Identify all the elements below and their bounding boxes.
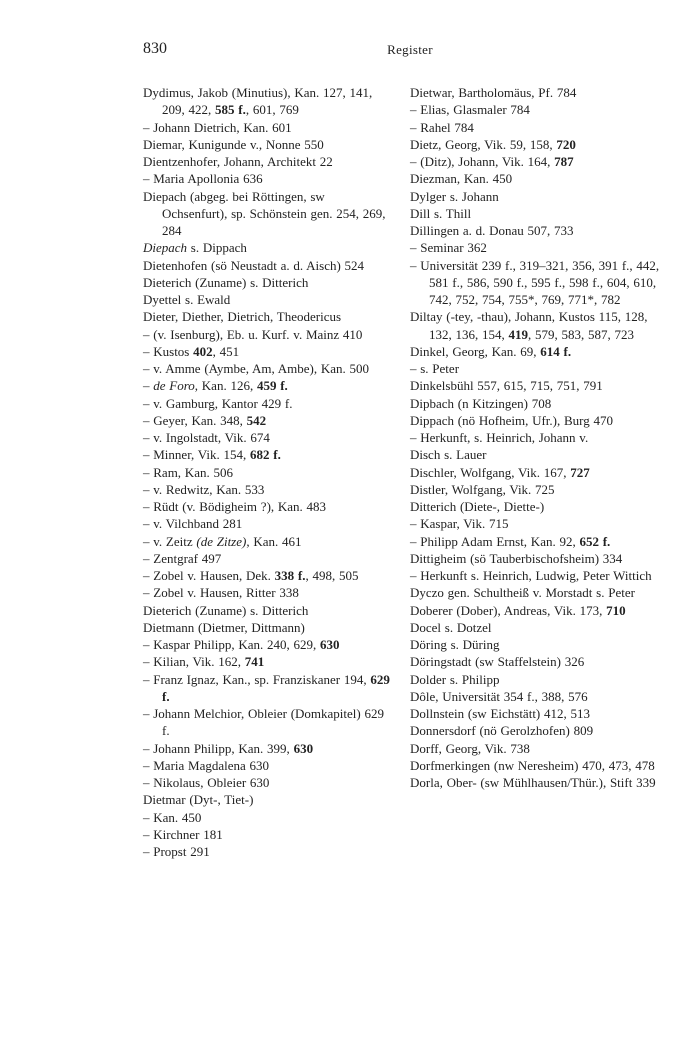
entry-text: – Universität 239 f., 319–321, 356, 391 f., 442, 581 f., 586, 590 f., 595 f., 598 f., 604, 610, 742, 752, 754, 755*, 769, 771*, 782 xyxy=(410,257,660,307)
entry-text: Diltay (-tey, -thau), Johann, Kustos 115, 128, 132, 136, 154, xyxy=(410,309,648,342)
bold-page-ref: 630 xyxy=(320,637,340,652)
index-entry xyxy=(410,446,660,463)
entry-text: , 498, 505 xyxy=(305,568,359,583)
entry-text: – Kaspar Philipp, Kan. 240, 629, xyxy=(143,637,321,652)
entry-text: Dylger s. Johann xyxy=(410,188,499,204)
bold-page-ref: 630 xyxy=(293,740,314,756)
bold-page-ref: 720 xyxy=(556,136,576,152)
index-entry xyxy=(410,653,660,670)
index-entry xyxy=(410,257,660,309)
index-entry xyxy=(410,705,660,722)
entry-text: – v. Zeitz xyxy=(143,533,197,549)
index-entry xyxy=(143,343,393,360)
entry-text: – Geyer, Kan. 348, xyxy=(143,412,247,428)
index-entry xyxy=(410,412,660,429)
index-entry xyxy=(410,84,660,101)
entry-text: – Zobel v. Hausen, Ritter 338 xyxy=(143,585,299,601)
index-entry xyxy=(143,188,393,240)
index-entry xyxy=(410,464,660,481)
index-entry xyxy=(143,239,393,256)
index-entry xyxy=(143,705,393,740)
index-entry xyxy=(143,395,393,412)
index-entry xyxy=(410,119,660,136)
index-entry xyxy=(143,653,393,670)
entry-text: Donnersdorf (nö Gerolzhofen) 809 xyxy=(410,723,594,739)
index-entry xyxy=(410,740,660,757)
entry-text: , 579, 583, 587, 723 xyxy=(528,326,634,342)
index-entry xyxy=(410,533,660,550)
entry-text: – Rüdt (v. Bödigheim ?), Kan. 483 xyxy=(143,499,327,514)
entry-text: – Kan. 450 xyxy=(143,809,202,825)
entry-text: – Maria Apollonia 636 xyxy=(143,171,263,187)
index-entry xyxy=(410,481,660,498)
index-entry xyxy=(410,688,660,705)
entry-text: Doberer (Dober), Andreas, Vik. 173, xyxy=(410,602,607,618)
index-entry xyxy=(410,205,660,222)
entry-text: Docel s. Dotzel xyxy=(410,619,492,635)
entry-text: – Rahel 784 xyxy=(410,119,474,135)
entry-text: – Kirchner 181 xyxy=(143,826,223,842)
index-entry xyxy=(410,395,660,412)
entry-text: – Zentgraf 497 xyxy=(143,550,222,566)
bold-page-ref: 787 xyxy=(554,154,574,169)
index-entry xyxy=(410,360,660,377)
index-entry xyxy=(410,774,660,791)
entry-text: Dientzenhofer, Johann, Architekt 22 xyxy=(143,154,333,169)
index-entry xyxy=(410,239,660,256)
entry-text: , 451 xyxy=(212,343,240,359)
index-entry xyxy=(410,498,660,515)
bold-page-ref: 727 xyxy=(570,464,590,480)
bold-page-ref: 402 xyxy=(193,343,213,359)
entry-text: Dischler, Wolfgang, Vik. 167, xyxy=(410,464,571,480)
italic-term: de Foro xyxy=(153,378,195,394)
bold-page-ref: 542 xyxy=(246,412,267,428)
entry-text: Dinkel, Georg, Kan. 69, xyxy=(410,343,541,359)
page-number: 830 xyxy=(143,40,167,57)
index-entry xyxy=(410,722,660,739)
entry-text: Dorla, Ober- (sw Mühlhausen/Thür.), Stift 339 xyxy=(410,775,656,790)
index-entry xyxy=(410,136,660,153)
index-entry xyxy=(143,515,393,532)
entry-text: – Zobel v. Hausen, Dek. xyxy=(143,568,275,583)
entry-text: – v. Vilchband 281 xyxy=(143,516,243,532)
index-entry xyxy=(143,464,393,481)
entry-text: , 601, 769 xyxy=(245,102,299,118)
index-entry xyxy=(143,274,393,291)
entry-text: – Maria Magdalena 630 xyxy=(143,757,270,773)
index-entry xyxy=(410,671,660,688)
index-entry xyxy=(143,498,393,515)
entry-text: Dietenhofen (sö Neustadt a. d. Aisch) 524 xyxy=(143,257,365,273)
index-entry xyxy=(143,567,393,584)
index-entry xyxy=(143,291,393,308)
entry-text: – Franz Ignaz, Kan., sp. Franziskaner 194, xyxy=(143,671,371,687)
page-header xyxy=(143,40,677,62)
entry-text: – Johann Melchior, Obleier (Domkapitel) 629 f. xyxy=(143,706,384,739)
entry-text: Diemar, Kunigunde v., Nonne 550 xyxy=(143,136,324,152)
entry-text: – Herkunft s. Heinrich, Ludwig, Peter Wittich xyxy=(410,568,652,583)
entry-text: Dieterich (Zuname) s. Ditterich xyxy=(143,274,309,290)
entry-text: Dolder s. Philipp xyxy=(410,671,500,687)
index-entry xyxy=(410,584,660,601)
index-entry xyxy=(410,377,660,394)
italic-term: (de Zitze) xyxy=(196,533,247,549)
entry-text: Dorff, Georg, Vik. 738 xyxy=(410,740,530,756)
index-entry xyxy=(143,481,393,498)
index-entry xyxy=(410,757,660,774)
entry-text: Döringstadt (sw Staffelstein) 326 xyxy=(410,654,585,670)
entry-text: – Seminar 362 xyxy=(410,240,487,256)
entry-text: – (Ditz), Johann, Vik. 164, xyxy=(410,154,555,169)
entry-text: , Kan. 126, xyxy=(194,378,257,394)
entry-text: – Nikolaus, Obleier 630 xyxy=(143,775,270,790)
entry-text: Dieterich (Zuname) s. Ditterich xyxy=(143,602,309,618)
bold-page-ref: 419 xyxy=(508,326,528,342)
bold-page-ref: 614 f. xyxy=(540,343,572,359)
index-entry xyxy=(410,636,660,653)
index-entry xyxy=(143,119,393,136)
index-column-right xyxy=(410,84,660,791)
entry-text: – Kustos xyxy=(143,343,194,359)
bold-page-ref: 629 f. xyxy=(162,671,390,704)
index-entry xyxy=(143,602,393,619)
index-entry xyxy=(410,550,660,567)
entry-text: – (v. Isenburg), Eb. u. Kurf. v. Mainz 410 xyxy=(143,326,363,342)
index-entry xyxy=(143,791,393,808)
entry-text: Dipbach (n Kitzingen) 708 xyxy=(410,395,552,411)
index-entry xyxy=(143,360,393,377)
index-entry xyxy=(143,740,393,757)
bold-page-ref: 741 xyxy=(244,654,265,670)
entry-text: Dollnstein (sw Eichstätt) 412, 513 xyxy=(410,706,591,721)
index-entry xyxy=(410,343,660,360)
index-entry xyxy=(143,326,393,343)
index-entry xyxy=(143,257,393,274)
index-entry xyxy=(143,84,393,119)
bold-page-ref: 652 f. xyxy=(579,533,611,549)
index-entry xyxy=(143,619,393,636)
entry-text: – Herkunft, s. Heinrich, Johann v. xyxy=(410,430,589,445)
index-entry xyxy=(410,222,660,239)
entry-text: Dietmann (Dietmer, Dittmann) xyxy=(143,619,305,635)
entry-text: Dorfmerkingen (nw Neresheim) 470, 473, 478 xyxy=(410,757,655,773)
index-entry xyxy=(143,757,393,774)
index-entry xyxy=(143,429,393,446)
index-entry xyxy=(143,809,393,826)
entry-text: Dyczo gen. Schultheiß v. Morstadt s. Peter xyxy=(410,585,635,601)
index-entry xyxy=(410,188,660,205)
index-entry xyxy=(143,136,393,153)
italic-term: Diepach xyxy=(143,240,188,256)
entry-text: – Minner, Vik. 154, xyxy=(143,447,250,463)
entry-text: Ditterich (Diete-, Diette-) xyxy=(410,499,545,514)
entry-text: Döring s. Düring xyxy=(410,637,500,652)
bold-page-ref: 682 f. xyxy=(249,447,281,463)
entry-text: Dill s. Thill xyxy=(410,205,472,221)
index-entry xyxy=(143,533,393,550)
index-entry xyxy=(143,446,393,463)
entry-text: – v. Gamburg, Kantor 429 f. xyxy=(143,395,293,411)
index-entry xyxy=(143,377,393,394)
index-entry xyxy=(143,774,393,791)
index-entry xyxy=(410,308,660,343)
bold-page-ref: 710 xyxy=(606,602,626,618)
index-entry xyxy=(410,619,660,636)
entry-text: Dôle, Universität 354 f., 388, 576 xyxy=(410,688,588,704)
index-entry xyxy=(143,584,393,601)
entry-text: Diezman, Kan. 450 xyxy=(410,171,513,187)
index-entry xyxy=(143,308,393,325)
index-entry xyxy=(143,550,393,567)
bold-page-ref: 338 f. xyxy=(274,568,306,583)
running-title: Register xyxy=(387,42,433,57)
entry-text: Dittigheim (sö Tauberbischofsheim) 334 xyxy=(410,550,623,566)
index-entry xyxy=(410,567,660,584)
entry-text: – Propst 291 xyxy=(143,844,210,859)
index-entry xyxy=(410,170,660,187)
entry-text: Disch s. Lauer xyxy=(410,447,487,463)
entry-text: – Philipp Adam Ernst, Kan. 92, xyxy=(410,533,580,549)
entry-text: Dillingen a. d. Donau 507, 733 xyxy=(410,223,574,238)
entry-text: Dietmar (Dyt-, Tiet-) xyxy=(143,792,254,808)
entry-text: – Kilian, Vik. 162, xyxy=(143,654,245,670)
bold-page-ref: 585 f. xyxy=(215,102,246,118)
entry-text: Dinkelsbühl 557, 615, 715, 751, 791 xyxy=(410,378,603,394)
index-entry xyxy=(410,602,660,619)
entry-text: Dyettel s. Ewald xyxy=(143,292,231,307)
index-entry xyxy=(143,170,393,187)
entry-text: s. Dippach xyxy=(187,240,247,256)
entry-text: – Johann Dietrich, Kan. 601 xyxy=(143,119,292,135)
index-entry xyxy=(143,636,393,653)
entry-text: – v. Redwitz, Kan. 533 xyxy=(143,481,265,497)
entry-text: – v. Amme (Aymbe, Am, Ambe), Kan. 500 xyxy=(143,361,370,376)
entry-text: – Kaspar, Vik. 715 xyxy=(410,516,509,532)
index-entry xyxy=(143,153,393,170)
index-entry xyxy=(143,671,393,706)
index-entry xyxy=(143,843,393,860)
entry-text: Dietwar, Bartholomäus, Pf. 784 xyxy=(410,85,577,100)
entry-text: – v. Ingolstadt, Vik. 674 xyxy=(143,430,270,445)
bold-page-ref: 459 f. xyxy=(256,378,288,394)
index-entry xyxy=(410,429,660,446)
entry-text: – Johann Philipp, Kan. 399, xyxy=(143,740,294,756)
entry-text: Distler, Wolfgang, Vik. 725 xyxy=(410,481,555,497)
entry-text: Diepach (abgeg. bei Röttingen, sw Ochsenfurt), sp. Schönstein gen. 254, 269, 284 xyxy=(143,188,386,238)
entry-text: – Ram, Kan. 506 xyxy=(143,464,233,480)
entry-text: – xyxy=(143,378,154,394)
index-entry xyxy=(143,826,393,843)
entry-text: Dippach (nö Hofheim, Ufr.), Burg 470 xyxy=(410,412,614,428)
entry-text: Dieter, Diether, Dietrich, Theodericus xyxy=(143,309,342,325)
entry-text: – s. Peter xyxy=(410,361,460,376)
entry-text: , Kan. 461 xyxy=(246,533,302,549)
index-column-left xyxy=(143,84,393,860)
index-entry xyxy=(410,153,660,170)
index-entry xyxy=(410,101,660,118)
index-entry xyxy=(410,515,660,532)
entry-text: Dietz, Georg, Vik. 59, 158, xyxy=(410,136,557,152)
entry-text: Dydimus, Jakob (Minutius), Kan. 127, 141, 209, 422, xyxy=(143,85,373,118)
index-entry xyxy=(143,412,393,429)
entry-text: – Elias, Glasmaler 784 xyxy=(410,102,530,118)
